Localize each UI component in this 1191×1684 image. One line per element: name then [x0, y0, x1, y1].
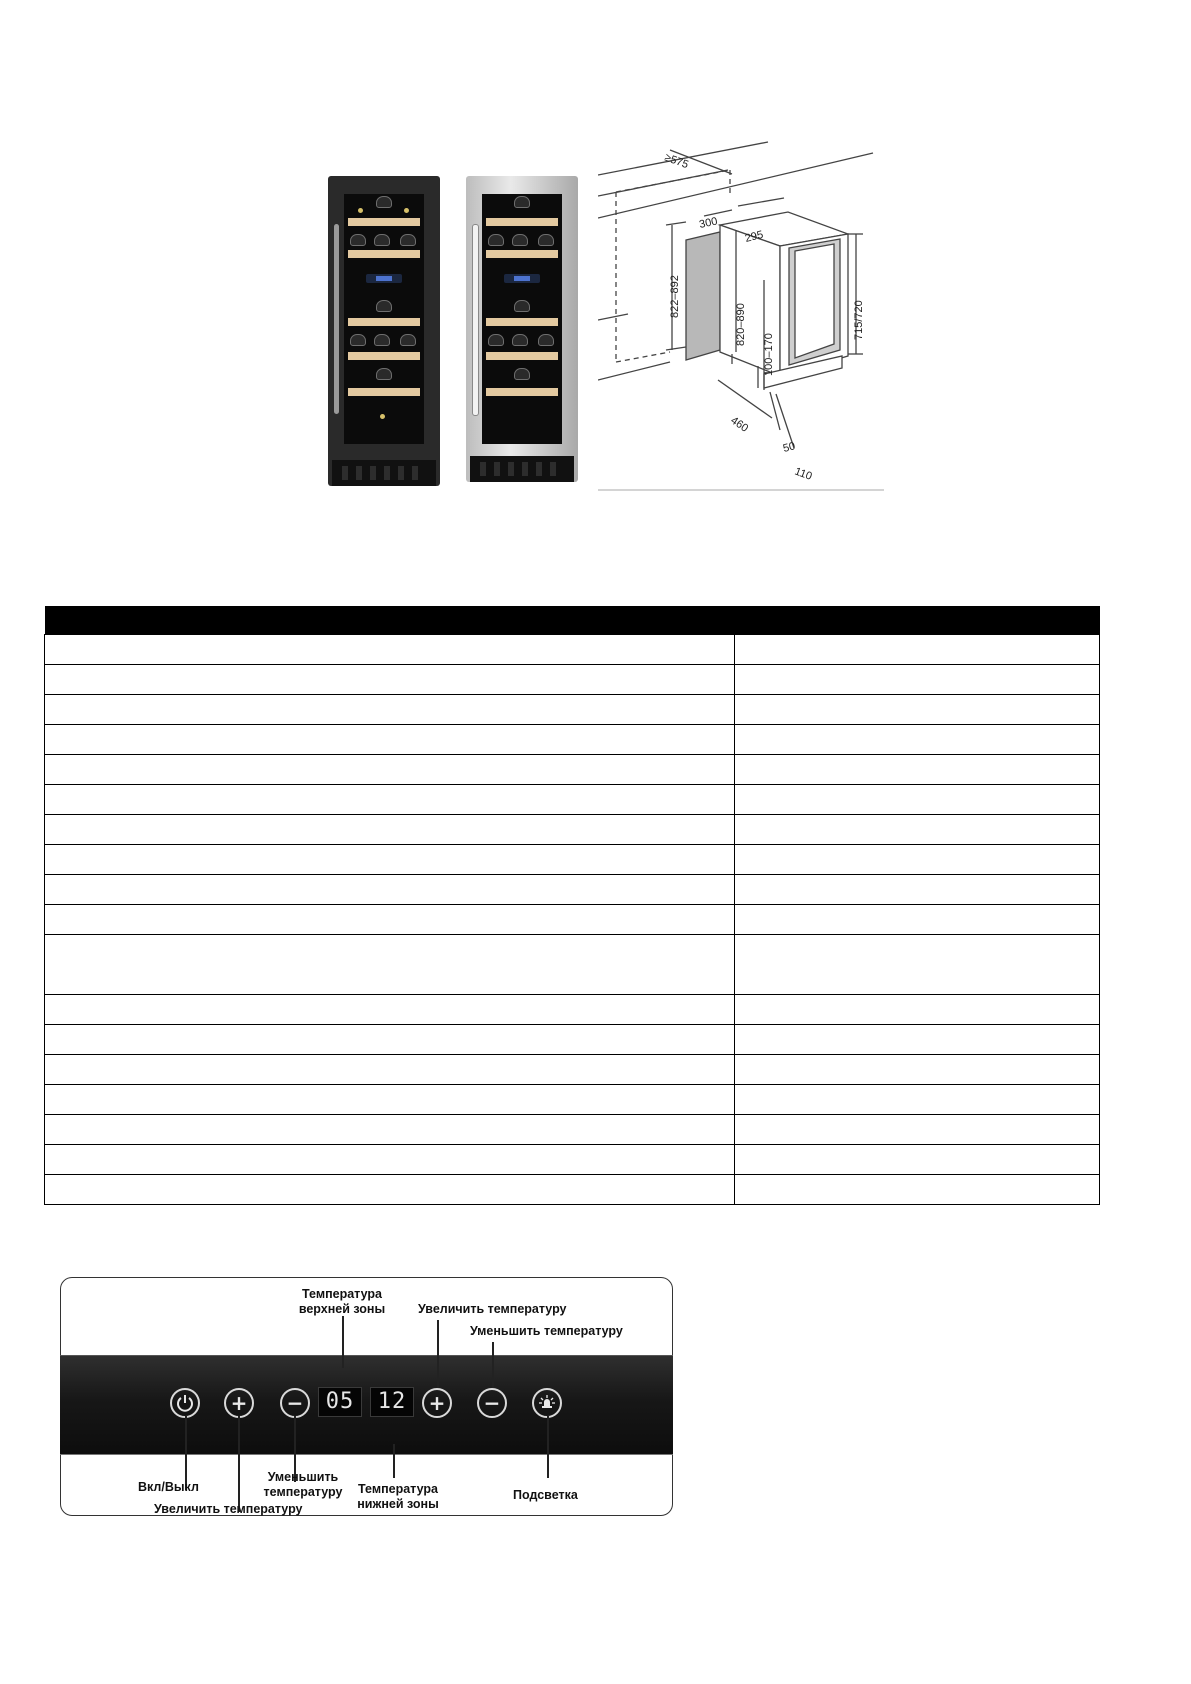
bottle — [512, 334, 528, 346]
table-header — [45, 606, 1100, 635]
wooden-shelf — [348, 318, 420, 326]
bottle — [350, 234, 366, 246]
table-header-row — [45, 606, 1100, 635]
table-row — [45, 635, 1100, 665]
top-zone-increase-button[interactable]: + — [422, 1388, 452, 1418]
bottle — [514, 368, 530, 380]
specifications-table — [44, 606, 1100, 1205]
bottle-neck — [358, 208, 363, 213]
bottle — [350, 334, 366, 346]
bottle — [376, 300, 392, 312]
table-row — [45, 1145, 1100, 1175]
table-row — [45, 815, 1100, 845]
dim-offset-50: 50 — [781, 440, 797, 455]
table-row — [45, 695, 1100, 725]
label-power: Вкл/Выкл — [138, 1480, 199, 1494]
inner-display — [366, 274, 402, 283]
bottom-zone-decrease-button[interactable]: − — [280, 1388, 310, 1418]
dim-width: 295 — [743, 228, 765, 245]
label-lower-zone-temp: Температура нижней зоны — [357, 1482, 439, 1511]
dim-min-depth: ≥575 — [662, 151, 690, 172]
table-row — [45, 1115, 1100, 1145]
bottle — [488, 334, 504, 346]
label-increase-top: Увеличить температуру — [418, 1302, 567, 1316]
label-decrease-top: Уменьшить температуру — [470, 1324, 623, 1338]
leader-line — [238, 1416, 240, 1512]
wooden-shelf — [348, 250, 420, 258]
installation-dimension-diagram — [598, 130, 884, 496]
dim-plinth: 100–170 — [763, 333, 775, 376]
leader-line — [393, 1444, 395, 1478]
wooden-shelf — [486, 388, 558, 396]
label-light: Подсветка — [513, 1488, 578, 1502]
bottle-neck — [380, 414, 385, 419]
leader-line — [185, 1416, 187, 1490]
door-handle — [472, 224, 479, 416]
bottle — [376, 368, 392, 380]
table-row — [45, 1025, 1100, 1055]
leader-line — [492, 1342, 494, 1388]
bottle — [538, 234, 554, 246]
table-row — [45, 785, 1100, 815]
light-button[interactable] — [532, 1388, 562, 1418]
leader-line — [437, 1320, 439, 1388]
bottle — [374, 334, 390, 346]
bottom-zone-increase-button[interactable]: + — [224, 1388, 254, 1418]
leader-line — [342, 1316, 344, 1368]
inner-display — [504, 274, 540, 283]
bottle — [512, 234, 528, 246]
label-increase-bottom: Увеличить температуру — [154, 1502, 303, 1516]
upper-zone-temp-display: 05 — [318, 1387, 362, 1417]
wooden-shelf — [348, 388, 420, 396]
table-row — [45, 725, 1100, 755]
ventilation-grille — [332, 460, 436, 486]
bottle — [514, 300, 530, 312]
table-row — [45, 1085, 1100, 1115]
dim-offset-110: 110 — [792, 465, 814, 483]
bottle — [374, 234, 390, 246]
table-row — [45, 665, 1100, 695]
table-row — [45, 845, 1100, 875]
power-icon — [172, 1390, 198, 1416]
top-zone-decrease-button[interactable]: − — [477, 1388, 507, 1418]
door-glass — [344, 194, 424, 444]
wine-cooler-black-photo — [328, 176, 440, 486]
door-glass — [482, 194, 562, 444]
light-icon — [534, 1390, 560, 1416]
bottle-neck — [404, 208, 409, 213]
label-decrease-bottom: Уменьшить температуру — [263, 1470, 343, 1499]
table-row — [45, 935, 1100, 995]
bottle — [514, 196, 530, 208]
table-row — [45, 755, 1100, 785]
dim-cabinet-height: 820–890 — [735, 303, 747, 346]
wine-cooler-steel-photo — [466, 176, 578, 482]
wooden-shelf — [486, 250, 558, 258]
leader-line — [547, 1416, 549, 1478]
table-row — [45, 1175, 1100, 1205]
dim-niche-height: 822–892 — [669, 275, 681, 318]
table-row — [45, 905, 1100, 935]
wooden-shelf — [348, 218, 420, 226]
control-panel — [60, 1355, 673, 1455]
table-row — [45, 875, 1100, 905]
bottle — [376, 196, 392, 208]
bottle — [400, 234, 416, 246]
table-row — [45, 995, 1100, 1025]
power-button[interactable] — [170, 1388, 200, 1418]
ventilation-grille — [470, 456, 574, 482]
wooden-shelf — [486, 218, 558, 226]
wooden-shelf — [486, 352, 558, 360]
label-upper-zone-temp: Температура верхней зоны — [298, 1287, 386, 1316]
dim-depth: 460 — [728, 414, 751, 435]
dim-niche-depth: 300 — [698, 215, 719, 231]
bottle — [400, 334, 416, 346]
lower-zone-temp-display: 12 — [370, 1387, 414, 1417]
door-handle — [334, 224, 339, 414]
table-row — [45, 1055, 1100, 1085]
wooden-shelf — [486, 318, 558, 326]
bottle — [488, 234, 504, 246]
dim-door-height: 715/720 — [853, 300, 865, 340]
bottle — [538, 334, 554, 346]
wooden-shelf — [348, 352, 420, 360]
